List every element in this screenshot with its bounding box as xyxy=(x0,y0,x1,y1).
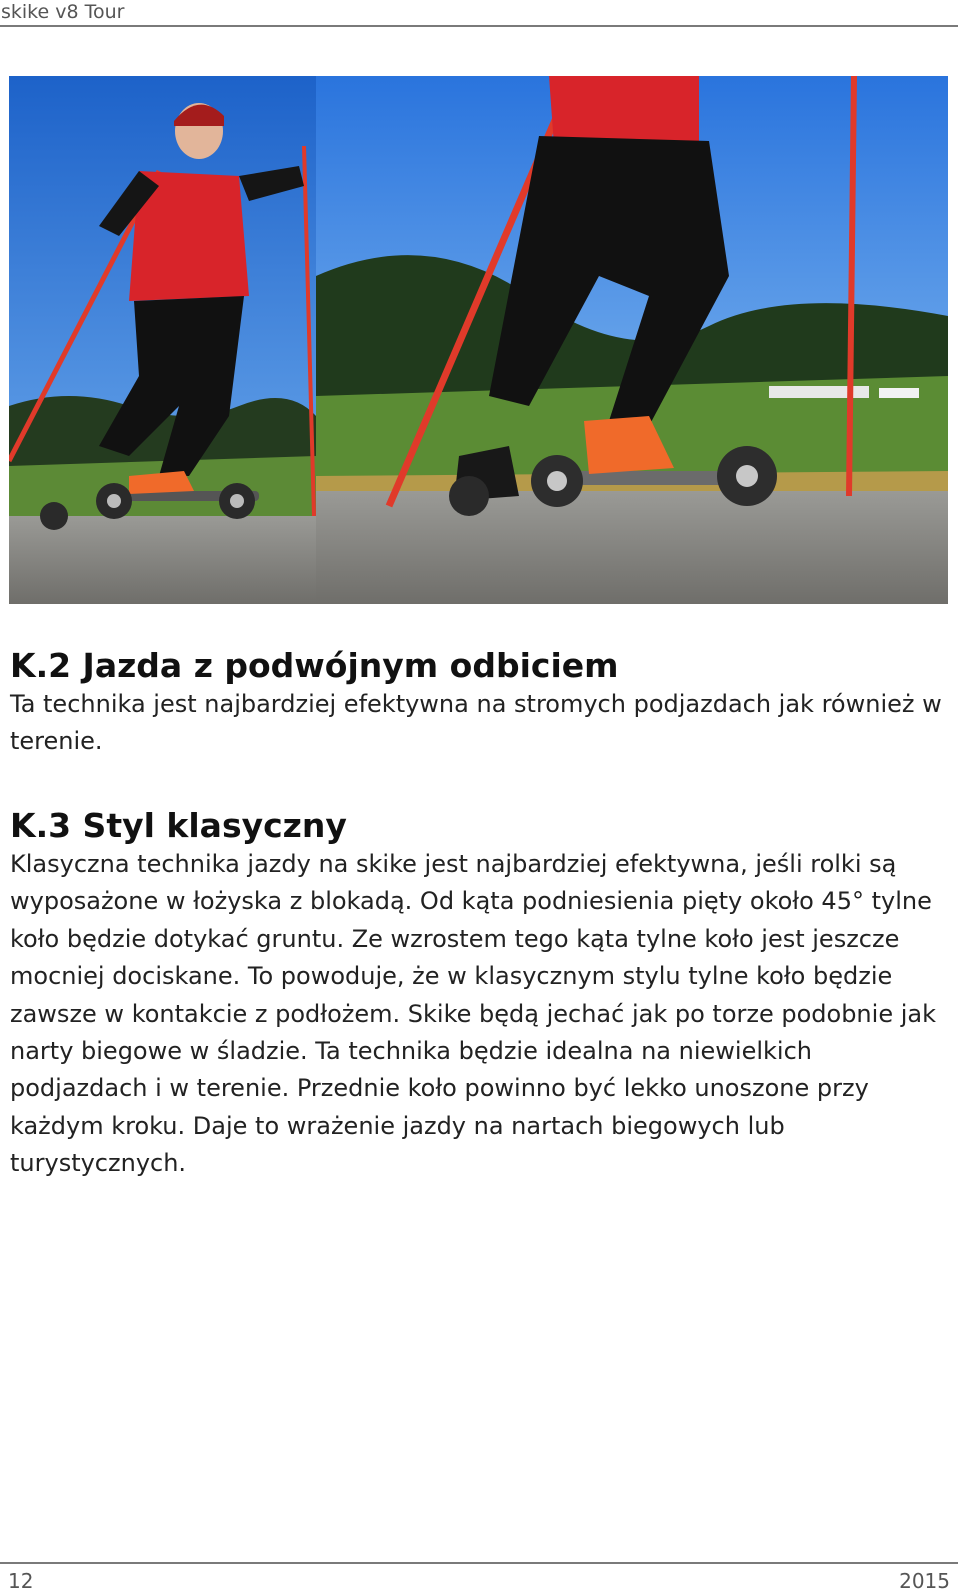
left-photo-panel xyxy=(9,76,316,604)
footer-year: 2015 xyxy=(899,1569,950,1593)
section-k3 xyxy=(10,806,950,1183)
right-photo-panel xyxy=(316,76,948,604)
section-heading: K.2 Jazda z podwójnym odbiciem xyxy=(10,646,619,685)
skike-skating-photo-icon xyxy=(9,76,948,604)
skike-photo xyxy=(9,76,948,604)
footer-divider xyxy=(0,1562,958,1564)
section-k2 xyxy=(10,646,950,761)
section-body: Klasyczna technika jazdy na skike jest najbardziej efektywna, jeśli rolki są wyposażone w łożyska z blokadą. Od kąta podniesienia pięty około 45° tylne koło będzie dotykać gruntu. Ze wzrostem tego kąta tylne koło jest jeszcze mocniej dociskane. To powoduje, że w klasycznym stylu tylne koło będzie zawsze w kontakcie z podłożem. Skike będą jechać jak po torze podobnie jak narty biegowe w śladzie. Ta technika będzie idealna na niewielkich podjazdach i w terenie. Przednie koło powinno być lekko unoszone przy każdym kroku. Daje to wrażenie jazdy na nartach biegowych lub turystycznych. xyxy=(10,850,936,1178)
document-title: skike v8 Tour xyxy=(1,1,125,23)
section-body: Ta technika jest najbardziej efektywna na stromych podjazdach jak również w terenie. xyxy=(10,690,942,756)
running-header xyxy=(0,0,958,27)
section-heading: K.3 Styl klasyczny xyxy=(10,806,347,845)
page-number: 12 xyxy=(8,1569,34,1593)
